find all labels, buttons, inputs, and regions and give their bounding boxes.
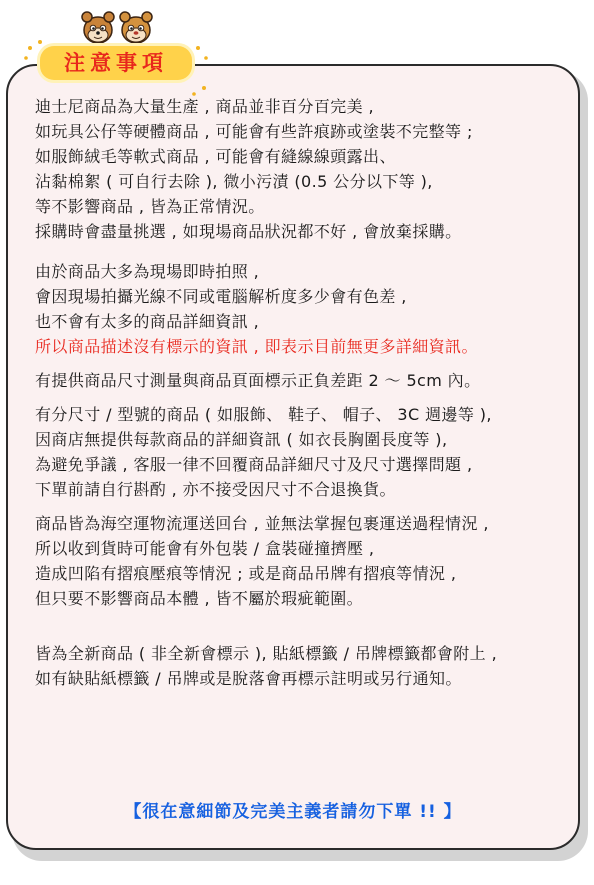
text-line: 商品皆為海空運物流運送回台 , 並無法掌握包裹運送過程情況 , xyxy=(35,514,489,533)
text-line: 但只要不影響商品本體 , 皆不屬於瑕疵範圍。 xyxy=(35,589,364,608)
paragraph-photos xyxy=(35,259,580,359)
notice-content xyxy=(35,94,580,691)
text-line: 下單前請自行斟酌 , 亦不接受因尺寸不合退換貨。 xyxy=(35,480,396,499)
text-line: 有分尺寸 / 型號的商品 ( 如服飾、 鞋子、 帽子、 3C 週邊等 ), xyxy=(35,405,492,424)
footer-warning: 【很在意細節及完美主義者請勿下單 !! 】 xyxy=(124,802,462,822)
emphasis-line: 所以商品描述沒有標示的資訊 , 即表示目前無更多詳細資訊。 xyxy=(35,337,478,356)
paragraph-sizes xyxy=(35,402,580,502)
page-title: 注意事項 xyxy=(64,51,168,75)
text-line: 如玩具公仔等硬體商品 , 可能會有些許痕跡或塗裝不完整等 ; xyxy=(35,122,473,141)
text-line: 為避免爭議 , 客服一律不回覆商品詳細尺寸及尺寸選擇問題 , xyxy=(35,455,473,474)
text-line: 由於商品大多為現場即時拍照 , xyxy=(35,262,260,281)
text-line: 迪士尼商品為大量生產 , 商品並非百分百完美 , xyxy=(35,97,375,116)
text-line: 也不會有太多的商品詳細資訊 , xyxy=(35,312,260,331)
text-line: 造成凹陷有摺痕壓痕等情況 ; 或是商品吊牌有摺痕等情況 , xyxy=(35,564,457,583)
text-line: 有提供商品尺寸測量與商品頁面標示正負差距 2 ～ 5cm 內。 xyxy=(35,371,481,390)
chipmunk-mascots-icon xyxy=(78,4,158,52)
text-line: 沾黏棉絮 ( 可自行去除 ), 微小污漬 (0.5 公分以下等 ), xyxy=(35,172,433,191)
paragraph-measurement xyxy=(35,368,580,393)
text-line: 因商店無提供每款商品的詳細資訊 ( 如衣長胸圍長度等 ), xyxy=(35,430,448,449)
text-line: 會因現場拍攝光線不同或電腦解析度多少會有色差 , xyxy=(35,287,407,306)
text-line: 所以收到貨時可能會有外包裝 / 盒裝碰撞擠壓 , xyxy=(35,539,375,558)
text-line: 皆為全新商品 ( 非全新會標示 ), 貼紙標籤 / 吊牌標籤都會附上 , xyxy=(35,644,498,663)
paragraph-shipping xyxy=(35,511,580,611)
text-line: 如有缺貼紙標籤 / 吊牌或是脫落會再標示註明或另行通知。 xyxy=(35,669,462,688)
text-line: 如服飾絨毛等軟式商品 , 可能會有縫線線頭露出、 xyxy=(35,147,396,166)
text-line: 採購時會盡量挑選 , 如現場商品狀況都不好 , 會放棄採購。 xyxy=(35,222,462,241)
paragraph-tags xyxy=(35,641,580,691)
paragraph-quality xyxy=(35,94,580,244)
text-line: 等不影響商品 , 皆為正常情況。 xyxy=(35,197,265,216)
